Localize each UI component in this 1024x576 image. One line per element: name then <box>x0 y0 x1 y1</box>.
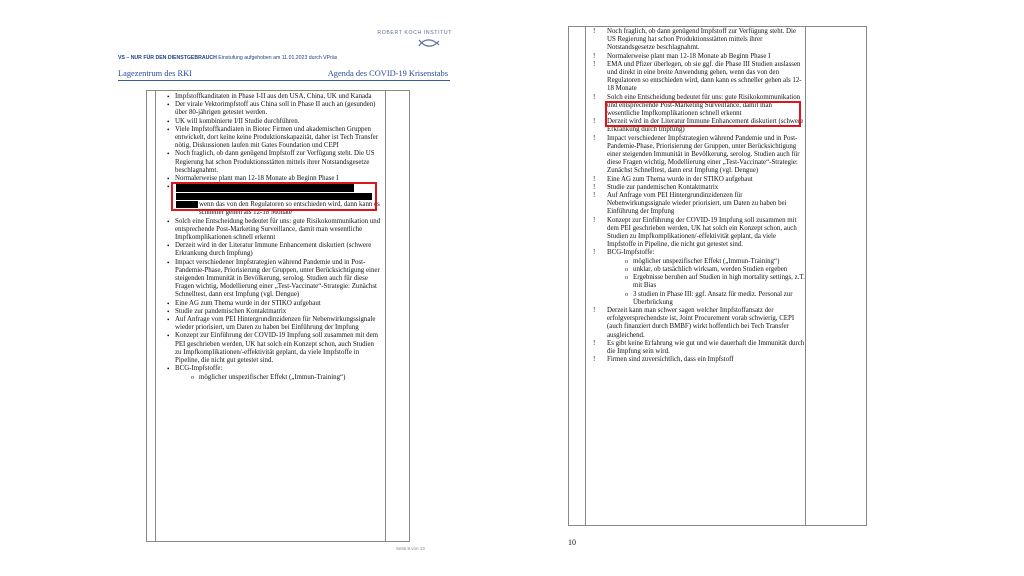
agenda-table <box>568 26 867 526</box>
sub-bullet-list <box>191 374 381 382</box>
rki-logo-icon <box>418 37 440 49</box>
list-item-text: Normalerweise plant man 12-18 Monate ab Beginn Phase I <box>607 52 771 60</box>
list-item-text: Noch fraglich, ob dann genügend Impfstoff zur Verfügung steht. Die US Regierung hat schon Produktionsstätten mittels ihrer Notstandsgesetze beschlagnahmt. <box>607 28 796 52</box>
header-right-title: Agenda des COVID-19 Krisenstabs <box>327 69 448 78</box>
classification-detail: Einstufung aufgehoben am 11.01.2023 durch VPräs <box>216 55 338 61</box>
list-item-text: EMA und Pfizer überlegen, ob sie ggf. die Phase III Studien auslassen und direkt in eine breite Anwendung gehen, wenn das von den Regulatoren so entschieden wird, dann kann es schneller gehen als 12-18 Monate <box>607 60 802 93</box>
sub-list-item: o unklar, ob tatsächlich wirksam, werden Studien ergeben <box>625 266 805 274</box>
list-item: • Konzept zur Einführung der COVID-19 Impfung soll zusammen mit dem PEI geschrieben werden, UK hat solch ein Konzept schon, auch Studien zu Impfkomplikationen/-effektivität geplant, da viele Impfstoffe in Pipeline, die nicht gut getestet sind. <box>167 332 381 365</box>
list-item-text: Studie zur pandemischen Kontaktmatrix <box>607 183 719 191</box>
agenda-table <box>146 90 410 542</box>
list-item <box>569 217 805 250</box>
list-item <box>569 307 805 340</box>
list-item-text: Eine AG zum Thema wurde in der STIKO aufgebaut <box>607 175 753 183</box>
exclamation-icon: ! <box>593 52 596 60</box>
exclamation-icon: ! <box>593 216 596 224</box>
list-item: • Studie zur pandemischen Kontaktmatrix <box>167 308 381 316</box>
rki-org-name: ROBERT KOCH INSTITUT <box>377 30 452 36</box>
page-header <box>118 69 450 81</box>
exclamation-icon: ! <box>593 356 596 364</box>
table-column-line <box>385 91 386 542</box>
left-document-page <box>112 24 452 560</box>
list-item-text: Derzeit wird in der Literatur Immune Enhancement diskutiert (schwere Erkrankung durch Impfung) <box>607 118 804 134</box>
agenda-content <box>569 28 805 364</box>
classification-label: VS – NUR FÜR DEN DIENSTGEBRAUCH <box>118 55 217 61</box>
list-item <box>569 249 805 257</box>
highlight-box <box>171 182 377 211</box>
agenda-content <box>167 93 381 382</box>
exclamation-icon: ! <box>593 134 596 142</box>
list-item: • Auf Anfrage vom PEI Hintergrundinzidenzen für Nebenwirkungssignale wieder priorisiert, um Daten zu haben bei Einführung der Impfung <box>167 316 381 332</box>
list-item <box>569 176 805 184</box>
sub-list-item: o Ergebnisse beruhen auf Studien in high mortality settings, z.T. mit Bias <box>625 274 805 290</box>
sub-list-item: o möglicher unspezifischer Effekt („Immun-Training“) <box>191 374 381 382</box>
right-document-page <box>568 26 868 556</box>
exclamation-icon: ! <box>593 339 596 347</box>
list-item: • Der virale Vektorimpfstoff aus China soll in Phase II auch an (gesunden) über 80-jährigen getestet werden. <box>167 101 381 117</box>
list-item-text: Es gibt keine Erfahrung wie gut und wie dauerhaft die Immunität durch die Impfung sein wird. <box>607 339 805 355</box>
list-item: • Viele Impfstoffkandiaten in Biotec Firmen und akademischen Gruppen entwickelt, dort keine keine Produktionskapazität, daher ist Tech Transfer nötig, Diskussionen laufen mit Gates Foundation und CEPI <box>167 126 381 151</box>
list-item <box>167 365 381 381</box>
table-column-line <box>155 91 156 542</box>
list-item <box>569 135 805 176</box>
list-item: • Eine AG zum Thema wurde in der STIKO aufgebaut <box>167 300 381 308</box>
list-item: • Normalerweise plant man 12-18 Monate ab Beginn Phase I <box>167 175 381 183</box>
list-item-text: Konzept zur Einführung der COVID-19 Impfung soll zusammen mit dem PEI geschrieben werden, UK hat solch ein Konzept schon, auch Studien zu Impfkomplikationen/-effektivität geplant, da viele Impfstoffe in Pipeline, die nicht gut getestet sind. <box>607 216 797 249</box>
redacted-item-tail: • wenn das von den Regulatoren so entschieden wird, dann kann es schneller gehen als 12-18 Monate <box>199 201 380 217</box>
list-item <box>569 53 805 61</box>
exclamation-icon: ! <box>593 118 596 126</box>
list-item-text: Impact verschiedener Impfstrategien während Pandemie und in Post-Pandemie-Phase, Priorisierung der Gruppen, unter Berücksichtigung einer steigenden Immunität in Bevölkerung, serolog. Studien auch für diese Fragen wichtig, Modellierung einer „Test-Vaccinate“-Strategie: Zunächst Schnelltest, dann erst Impfung (vgl. Dengue) <box>607 134 800 175</box>
list-item: • Impact verschiedener Impfstrategien während Pandemie und in Post-Pandemie-Phase, Priorisierung der Gruppen, unter Berücksichtigung einer steigenden Immunität in Bevölkerung, serolog. Studien auch für diese Fragen wichtig, Modellierung einer „Test-Vaccinate“-Strategie: Zunächst Schnelltest, dann erst Impfung (vgl. Dengue) <box>167 259 381 300</box>
bullet-list <box>167 93 381 382</box>
list-item: • Derzeit wird in der Literatur Immune Enhancement diskutiert (schwere Erkrankung durch Impfung) <box>167 242 381 258</box>
list-item <box>569 61 805 94</box>
sub-list-item: o 3 studien in Phase III: ggf. Ansatz für mediz. Personal zur Überbrückung <box>625 291 805 307</box>
exclamation-icon: ! <box>593 28 596 35</box>
exclamation-icon: ! <box>593 306 596 314</box>
exclamation-icon: ! <box>593 249 596 257</box>
list-item: • Solch eine Entscheidung bedeutet für uns: gute Risikokommunikation und entsprechende Post-Marketing Surveillance, damit man wesentliche Impfkomplikationen schnell erkennt <box>167 218 381 243</box>
sub-bullet-list <box>625 258 805 307</box>
table-column-line <box>805 27 806 526</box>
list-item-text: Derzeit kann man schwer sagen welcher Impfstoffansatz der erfolgversprechendste ist, Joint Procurement vorab schwierig, CEPI (auch finanziert durch BMBF) wirkt hoffentlich bei Tech Transfer ausgleichend. <box>607 306 795 339</box>
list-item: • Impfstoffkanditaten in Phase I-II aus den USA, China, UK und Kanada <box>167 93 381 101</box>
list-item-text: Firmen sind zuversichtlich, dass ein Impfstoff <box>607 356 734 364</box>
exclamation-icon: ! <box>593 93 596 101</box>
exclamation-icon: ! <box>593 192 596 200</box>
page-number: 10 <box>568 538 576 547</box>
classification-note <box>118 55 337 61</box>
list-item-text: Solch eine Entscheidung bedeutet für uns: gute Risikokommunikation und entsprechende Post-Marketing Surveillance, damit man wesentliche Impfkomplikationen schnell erkennt <box>607 93 801 118</box>
page-number: Seite 8 von 13 <box>396 546 425 551</box>
header-left-title: Lagezentrum des RKI <box>118 69 192 78</box>
list-item: • UK will kombinierte I/II Studie durchführen. <box>167 118 381 126</box>
list-item-text: BCG-Impfstoffe: <box>607 249 655 257</box>
exclamation-icon: ! <box>593 60 596 68</box>
exclamation-icon: ! <box>593 175 596 183</box>
bcg-heading: BCG-Impfstoffe: <box>175 365 223 373</box>
rki-logo <box>370 30 452 52</box>
list-item <box>569 340 805 356</box>
redacted-list-item <box>167 183 381 217</box>
exclamation-icon: ! <box>593 183 596 191</box>
list-item <box>569 356 805 364</box>
sub-list-item: o möglicher unspezifischer Effekt („Immun-Training“) <box>625 258 805 266</box>
list-item <box>569 28 805 53</box>
highlight-box <box>605 101 801 127</box>
list-item <box>569 184 805 192</box>
list-item-text: Auf Anfrage vom PEI Hintergrundinzidenzen für Nebenwirkungssignale wieder priorisiert, um Daten zu haben bei Einführung der Impfung <box>607 192 787 216</box>
redacted-block <box>175 183 381 209</box>
list-item <box>569 192 805 217</box>
list-item: • Noch fraglich, ob dann genügend Impfstoff zur Verfügung steht. Die US Regierung hat schon Produktionsstätten mittels ihrer Notstandsgesetze beschlagnahmt. <box>167 150 381 175</box>
